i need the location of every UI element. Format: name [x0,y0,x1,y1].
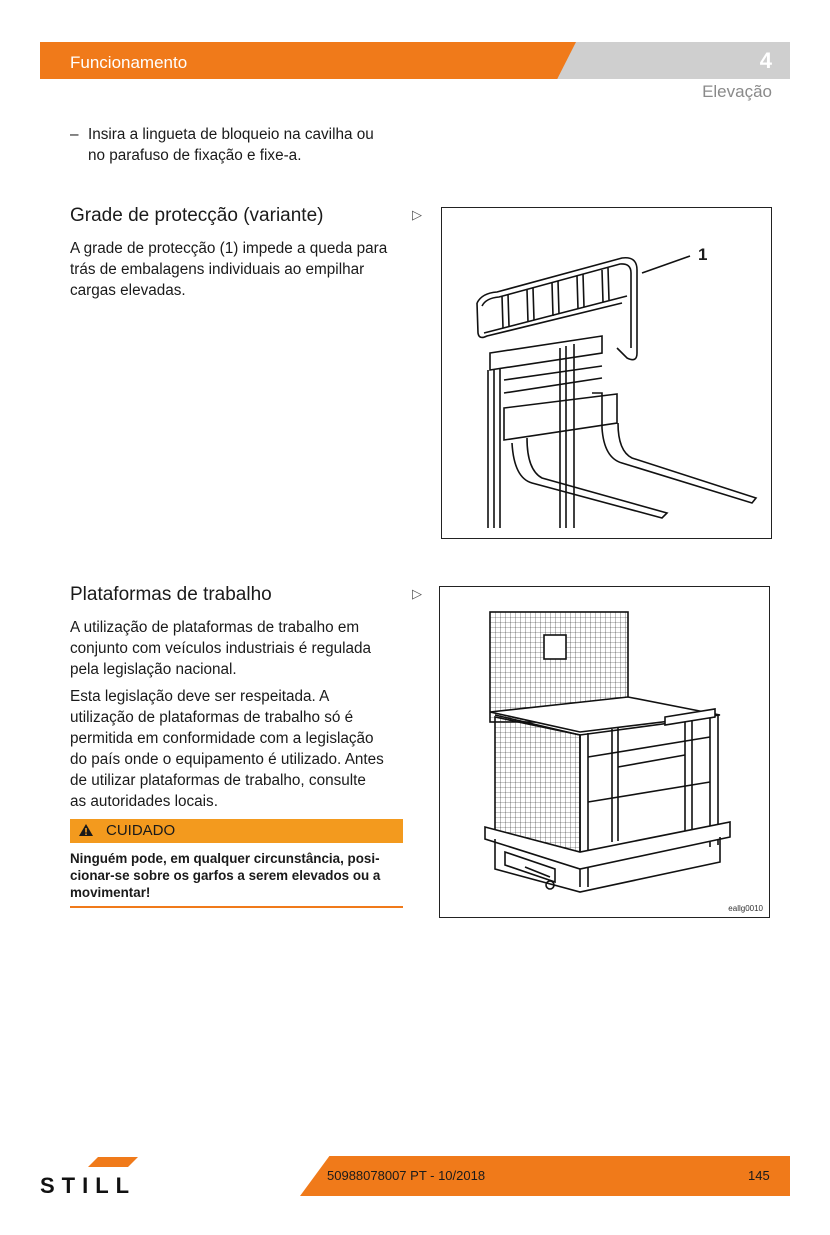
caution-text [70,850,403,901]
plat-p2-line-1: Esta legislação deve ser respeitada. A [70,688,330,705]
grade-figure-marker: ▷ [412,207,422,222]
caution-line-2: cionar-se sobre os garfos a serem elevados ou a [70,868,381,883]
intro-line-1: Insira a lingueta de bloqueio na cavilha ou [88,126,374,143]
intro-text [88,124,408,166]
warning-triangle-icon [78,823,94,837]
plat-p2-line-2: utilização de plataformas de trabalho só é [70,709,354,726]
plat-p1-line-2: conjunto com veículos industriais é regulada [70,640,372,657]
grade-line-2: trás de embalagens individuais ao empilhar [70,261,365,278]
caution-line-3: movimentar! [70,885,151,900]
plataformas-paragraph-1 [70,617,410,680]
chapter-number: 4 [759,48,772,73]
still-logo-mark [40,1155,180,1195]
plat-p2-line-3: permitida em conformidade com a legislação [70,730,374,747]
fork-guard-illustration [442,208,771,538]
plat-p1-line-3: pela legislação nacional. [70,661,237,678]
grade-heading: Grade de protecção (variante) [70,205,324,226]
footer-page-number: 145 [748,1168,770,1183]
svg-text:STILL: STILL [40,1173,137,1195]
work-platform-illustration [440,587,769,917]
plataformas-paragraph-2 [70,686,415,812]
guard-figure [441,207,772,539]
plataformas-heading: Plataformas de trabalho [70,584,272,605]
callout-1: 1 [698,245,708,264]
grade-line-1: A grade de protecção (1) impede a queda para [70,240,388,257]
footer-doc-number: 50988078007 PT - 10/2018 [327,1168,486,1183]
platform-figure [439,586,770,918]
grade-paragraph [70,238,410,301]
header-title: Funcionamento [70,53,188,72]
caution-label: CUIDADO [106,822,176,839]
still-logo [40,1155,180,1195]
plataformas-figure-marker: ▷ [412,586,422,601]
section-name: Elevação [702,82,772,101]
intro-line-2: no parafuso de fixação e fixe-a. [88,147,302,164]
grade-line-3: cargas elevadas. [70,282,186,299]
bullet-dash: – [70,126,79,143]
plat-p1-line-1: A utilização de plataformas de trabalho em [70,619,360,636]
caution-line-1: Ninguém pode, em qualquer circunstância, posi- [70,851,380,866]
header-grey-band [556,42,790,79]
figure-code: eallg0010 [728,904,763,913]
plat-p2-line-4: do país onde o equipamento é utilizado. Antes [70,751,384,768]
plat-p2-line-5: de utilizar plataformas de trabalho, consulte [70,772,366,789]
plat-p2-line-6: as autoridades locais. [70,793,218,810]
caution-underline [70,906,403,908]
